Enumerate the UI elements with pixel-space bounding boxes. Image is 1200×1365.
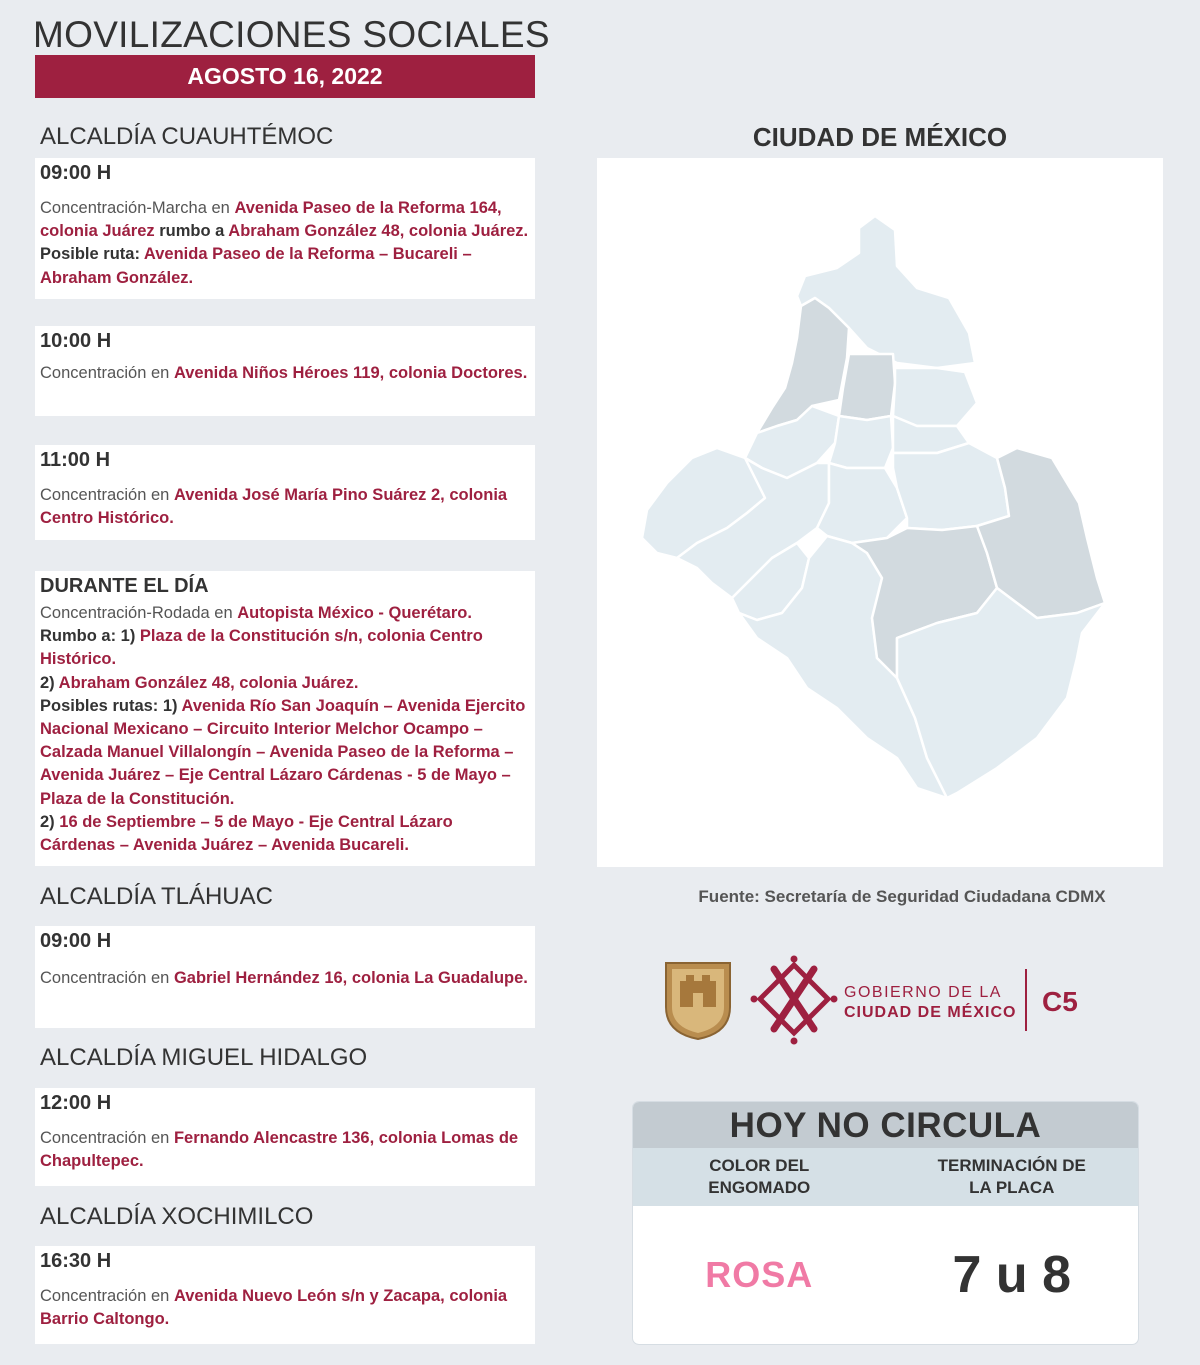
source-text: Fuente: Secretaría de Seguridad Ciudadana CDMX (698, 887, 1106, 906)
description-segment: en (146, 1129, 174, 1147)
description-segment: en (146, 486, 174, 504)
description-segment: 2) (40, 673, 55, 692)
date-text: AGOSTO 16, 2022 (187, 63, 383, 89)
description-segment: Posibles rutas: 1) (40, 696, 178, 715)
map-region (893, 368, 977, 426)
description-segment: Avenida José María Pino Suárez 2, colonia Centro Histórico. (40, 486, 508, 528)
event-description (40, 1127, 529, 1173)
event-description (40, 362, 529, 385)
description-segment: Avenida Río San Joaquín – Avenida Ejercito Nacional Mexicano – Circuito Interior Melchor Ocampo – Calzada Manuel Villalongín – Avenida Paseo de la Reforma – Avenida Juárez – Eje Central Lázaro Cárdenas - 5 de Mayo – Plaza de la Constitución. (40, 696, 526, 808)
hoy-no-circula-card (633, 1102, 1138, 1344)
event-description (40, 197, 529, 290)
description-segment: en (209, 604, 238, 622)
description-segment: en (146, 1287, 174, 1305)
event-description (40, 967, 529, 990)
hnc-headers (633, 1148, 1138, 1206)
description-segment: Abraham González 48, colonia Juárez. (58, 673, 359, 692)
date-banner (35, 55, 535, 98)
hnc-col-plate-header: TERMINACIÓN DE LA PLACA (937, 1156, 1086, 1197)
description-segment: 2) (40, 812, 55, 831)
event-time: 11:00 H (40, 449, 111, 471)
description-segment: en (146, 969, 174, 987)
event-time: 09:00 H (40, 930, 112, 952)
description-segment: Avenida Paseo de la Reforma 164, colonia Juárez (40, 199, 502, 241)
description-segment: Concentración (40, 1129, 147, 1147)
event-time: DURANTE EL DÍA (40, 575, 209, 597)
hnc-values (633, 1206, 1138, 1344)
description-segment: Rumbo a: 1) (40, 627, 140, 646)
description-segment: Autopista México - Querétaro. (237, 604, 472, 622)
description-segment: Concentración-Rodada (40, 604, 210, 622)
description-segment: Fernando Alencastre 136, colonia Lomas de Chapultepec. (40, 1129, 519, 1171)
description-segment: Abraham González 48, colonia Juárez. (228, 222, 529, 241)
description-segment: Posible ruta: (40, 245, 144, 264)
hnc-col-color-header: COLOR DEL ENGOMADO (708, 1156, 811, 1197)
description-segment: Concentración (40, 364, 147, 382)
cdmx-monogram-icon (751, 956, 838, 1045)
description-segment: rumbo a (154, 222, 229, 241)
event-card (35, 571, 535, 866)
description-segment: Concentración-Marcha (40, 199, 207, 217)
map-region (893, 443, 1009, 530)
event-description (40, 484, 529, 530)
event-card (35, 445, 535, 540)
alcaldia-heading: ALCALDÍA MIGUEL HIDALGO (40, 1044, 368, 1071)
event-card (35, 1088, 535, 1186)
cdmx-map (597, 158, 1163, 867)
description-segment: Avenida Niños Héroes 119, colonia Doctores. (173, 364, 528, 382)
map-title: CIUDAD DE MÉXICO (752, 122, 1008, 152)
event-time: 09:00 H (40, 162, 112, 184)
description-segment: Gabriel Hernández 16, colonia La Guadalupe. (173, 969, 528, 987)
event-card (35, 926, 535, 1028)
gov-logo-svg (664, 955, 1104, 1045)
description-segment: Avenida Paseo de la Reforma – Bucareli – Abraham González. (40, 245, 472, 287)
logos-row (664, 955, 1104, 1045)
description-segment: Concentración (40, 486, 147, 504)
c5-logo-text: C5 (1042, 986, 1078, 1017)
description-segment: Plaza de la Constitución s/n, colonia Centro Histórico. (40, 627, 483, 669)
event-card (35, 1246, 535, 1344)
event-card (35, 326, 535, 416)
cdmx-map-svg (597, 158, 1163, 867)
description-segment: en (206, 199, 235, 217)
hnc-plate-value: 7 u 8 (952, 1246, 1071, 1304)
description-segment: en (146, 364, 174, 382)
description-segment: Concentración (40, 1287, 147, 1305)
event-time: 16:30 H (40, 1250, 112, 1272)
gov-line1: GOBIERNO DE LA (844, 984, 1002, 1001)
map-region (829, 416, 893, 468)
alcaldia-heading: ALCALDÍA TLÁHUAC (40, 883, 273, 910)
map-region (839, 354, 895, 420)
shield-logo-icon (666, 963, 730, 1039)
event-card (35, 158, 535, 299)
description-segment: 16 de Septiembre – 5 de Mayo - Eje Central Lázaro Cárdenas – Avenida Juárez – Avenida Bucareli. (40, 812, 453, 855)
event-time: 12:00 H (40, 1092, 112, 1114)
event-time: 10:00 H (40, 330, 112, 352)
hnc-title: HOY NO CIRCULA (633, 1102, 1138, 1148)
alcaldia-heading: ALCALDÍA CUAUHTÉMOC (40, 123, 334, 150)
description-segment: Avenida Nuevo León s/n y Zacapa, colonia Barrio Caltongo. (40, 1287, 508, 1329)
gov-line2: CIUDAD DE MÉXICO (844, 1004, 1017, 1021)
alcaldia-heading: ALCALDÍA XOCHIMILCO (40, 1203, 314, 1230)
event-description (40, 1285, 529, 1331)
hnc-color-value: ROSA (705, 1254, 814, 1295)
description-segment: Concentración (40, 969, 147, 987)
event-description (40, 602, 529, 857)
page-title: MOVILIZACIONES SOCIALES (33, 14, 550, 55)
